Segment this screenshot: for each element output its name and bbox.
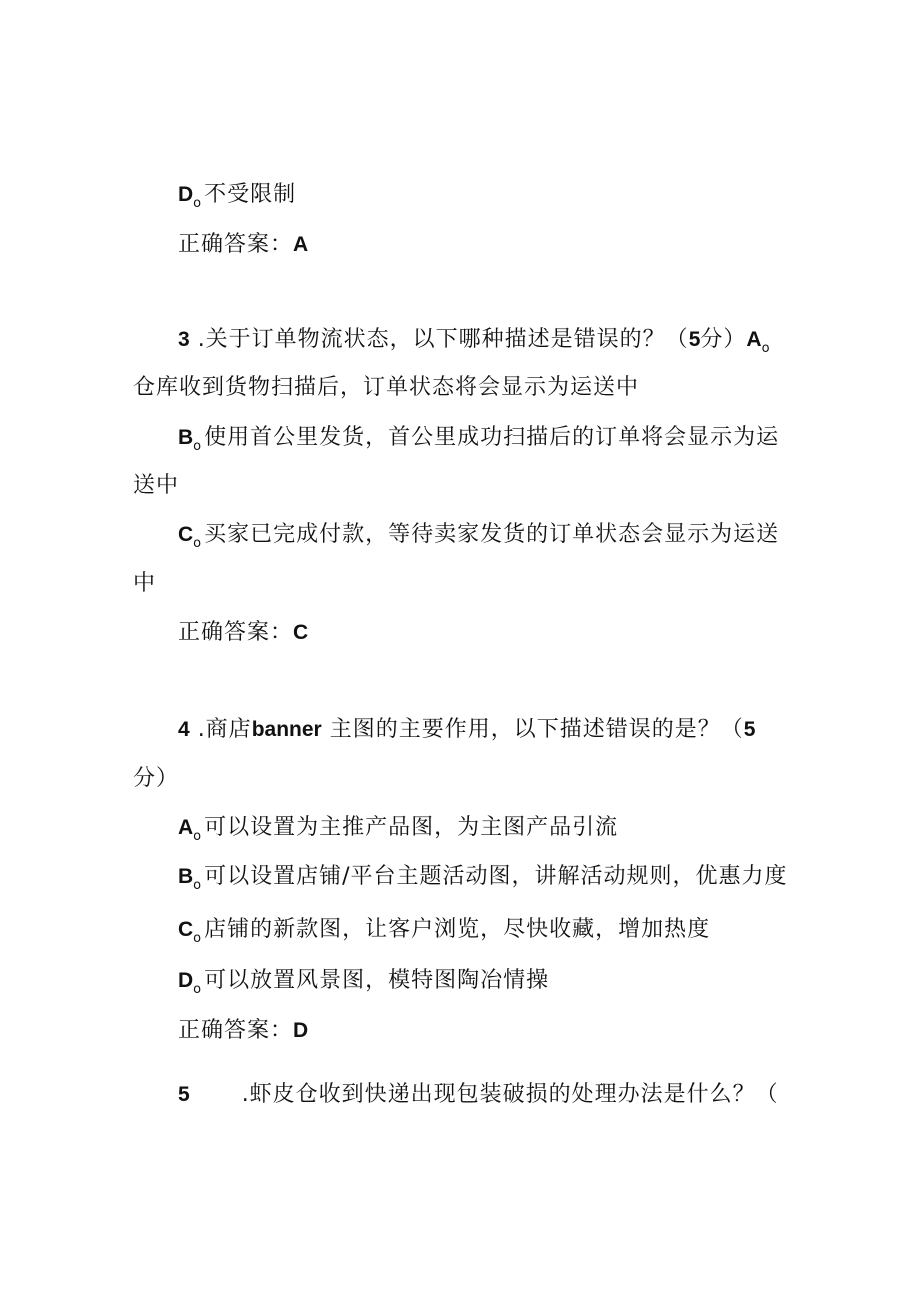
option-marker: o xyxy=(193,829,203,844)
question-points: 5 xyxy=(743,718,756,741)
q3-option-c xyxy=(178,520,779,553)
q5-stem xyxy=(178,1080,779,1110)
option-text: 买家已完成付款，等待卖家发货的订单状态会显示为运送 xyxy=(204,522,780,547)
option-marker: o xyxy=(193,982,203,997)
question-stem: .虾皮仓收到快递出现包装破损的处理办法是什么？（ xyxy=(241,1082,779,1107)
q4-stem xyxy=(178,715,755,745)
option-letter: B xyxy=(178,865,194,888)
option-letter: C xyxy=(178,523,194,546)
answer-value: A xyxy=(293,233,309,256)
question-number: 5 xyxy=(178,1083,190,1106)
q4-option-b xyxy=(178,862,788,895)
option-text: 可以设置为主推产品图，为主图产品引流 xyxy=(204,815,619,840)
q3-option-b xyxy=(178,423,779,456)
option-marker: o xyxy=(193,439,203,454)
q3-stem xyxy=(178,325,773,358)
option-text: 可以设置店铺/平台主题活动图，讲解活动规则，优惠力度 xyxy=(204,864,788,889)
q3-option-a xyxy=(133,373,639,403)
option-text: 仓库收到货物扫描后，订单状态将会显示为运送中 xyxy=(133,375,640,400)
question-points: 5 xyxy=(688,328,701,351)
question-keyword: banner xyxy=(251,718,322,741)
question-stem-end: 分） xyxy=(133,766,180,791)
q2-option-d xyxy=(178,180,296,213)
q4-option-d xyxy=(178,966,549,999)
option-marker: o xyxy=(193,878,203,893)
q4-option-a xyxy=(178,813,618,846)
option-text: 送中 xyxy=(133,473,180,498)
option-letter: C xyxy=(178,918,194,941)
option-letter: A xyxy=(746,328,762,351)
answer-value: C xyxy=(293,621,309,644)
q3-option-b-cont xyxy=(133,471,179,501)
q3-option-c-cont xyxy=(133,569,156,599)
option-text: 可以放置风景图，模特图陶冶情操 xyxy=(204,968,550,993)
option-text: 中 xyxy=(133,571,157,596)
question-stem-post: 主图的主要作用，以下描述错误的是？（ xyxy=(329,717,744,742)
option-letter: B xyxy=(178,426,194,449)
option-letter: D xyxy=(178,969,194,992)
q2-answer xyxy=(178,230,308,260)
q4-option-c xyxy=(178,915,710,948)
option-letter: D xyxy=(178,183,194,206)
q3-answer xyxy=(178,618,308,648)
option-marker: o xyxy=(193,196,203,211)
q4-stem-cont xyxy=(133,764,179,794)
question-number: 4 xyxy=(178,718,190,741)
answer-label: 正确答案： xyxy=(178,620,294,645)
option-text: 不受限制 xyxy=(204,182,297,207)
option-marker: o xyxy=(193,931,203,946)
option-letter: A xyxy=(178,816,194,839)
answer-label: 正确答案： xyxy=(178,232,294,257)
option-text: 使用首公里发货，首公里成功扫描后的订单将会显示为运 xyxy=(204,425,780,450)
question-stem: .关于订单物流状态，以下哪种描述是错误的？（ xyxy=(197,327,689,352)
option-text: 店铺的新款图，让客户浏览，尽快收藏，增加热度 xyxy=(204,917,711,942)
answer-label: 正确答案： xyxy=(178,1018,294,1043)
option-marker: o xyxy=(761,341,771,356)
question-stem: .商店 xyxy=(197,717,252,742)
option-marker: o xyxy=(193,536,203,551)
question-number: 3 xyxy=(178,328,190,351)
answer-value: D xyxy=(293,1019,309,1042)
question-stem-end: 分） xyxy=(700,327,747,352)
q4-answer xyxy=(178,1016,308,1046)
